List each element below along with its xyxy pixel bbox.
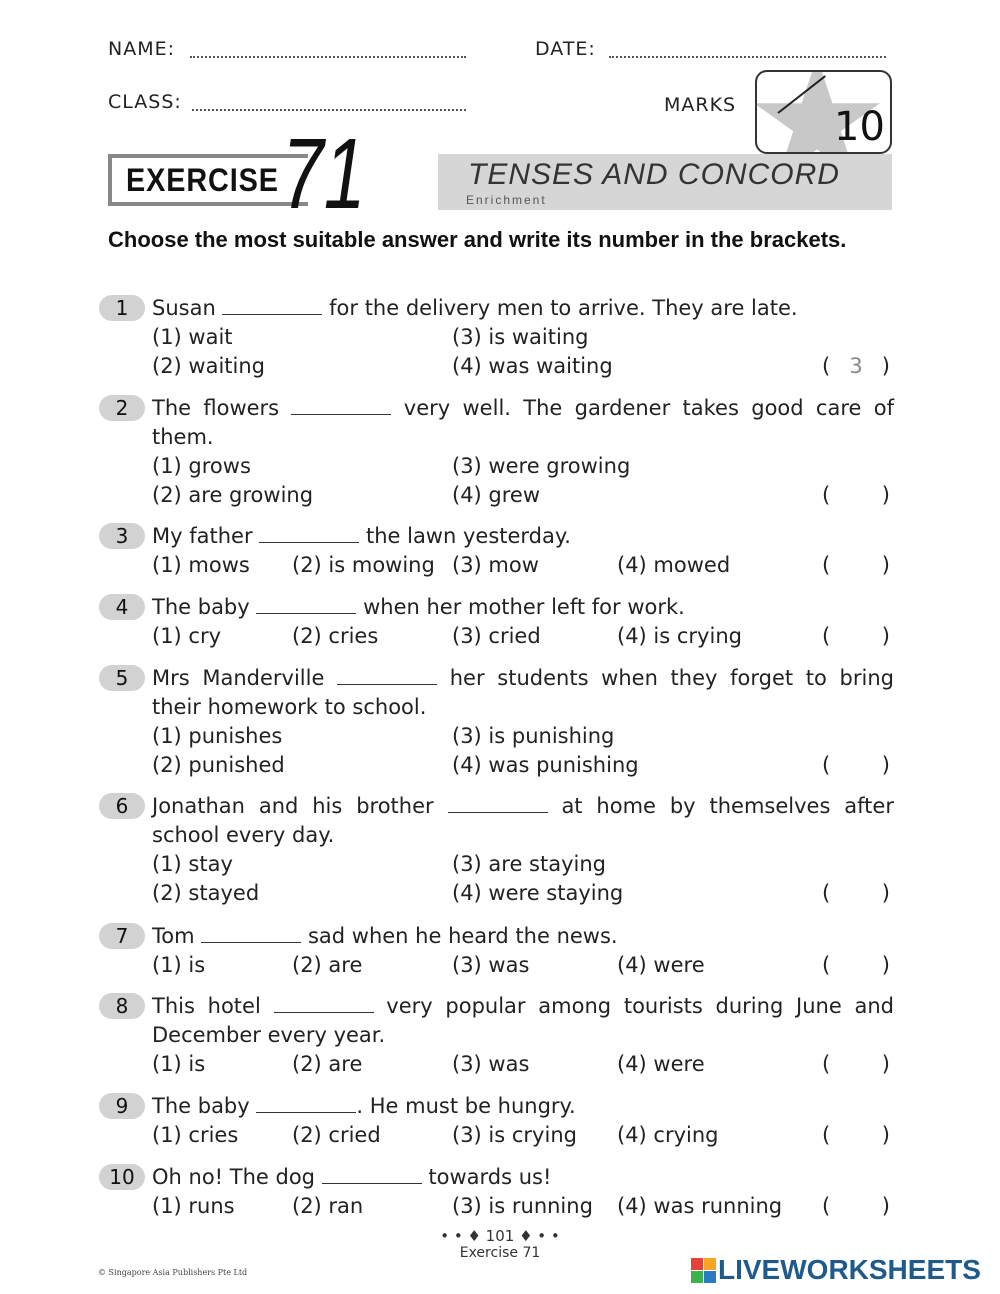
page-exercise-label: Exercise 71 xyxy=(459,1245,541,1261)
answer-bracket[interactable] xyxy=(822,481,894,510)
question-text xyxy=(152,294,894,323)
option-2: (2) stayed xyxy=(152,881,260,905)
question-number: 7 xyxy=(99,923,145,949)
answer-value[interactable]: 3 xyxy=(849,354,863,378)
option-2: (2) are growing xyxy=(152,483,314,507)
question-text-before: My father xyxy=(152,524,253,548)
option-4: (4) mowed xyxy=(617,553,731,577)
question-text-after: the lawn yesterday. xyxy=(365,524,571,548)
question-number: 5 xyxy=(99,665,145,691)
answer-blank xyxy=(256,596,356,614)
option-1: (1) is xyxy=(152,1052,206,1076)
marks-total: 10 xyxy=(834,104,885,150)
question-text-after: . He must be hungry. xyxy=(356,1094,576,1118)
bracket-open: ( xyxy=(822,354,831,378)
question-number: 6 xyxy=(99,793,145,819)
question-text-before: The baby xyxy=(152,1094,250,1118)
option-3: (3) is running xyxy=(452,1194,593,1218)
question-text xyxy=(152,394,894,452)
option-3: (3) are staying xyxy=(452,852,607,876)
question-text xyxy=(152,992,894,1050)
answer-blank xyxy=(448,795,548,813)
bracket-open: ( xyxy=(822,881,831,905)
option-1: (1) cry xyxy=(152,624,222,648)
option-4: (4) was punishing xyxy=(452,753,639,777)
question-text xyxy=(152,1163,894,1192)
liveworksheets-logo[interactable] xyxy=(691,1253,981,1287)
bracket-close: ) xyxy=(881,553,890,577)
answer-blank xyxy=(222,297,322,315)
option-3: (3) cried xyxy=(452,624,541,648)
option-3: (3) mow xyxy=(452,553,539,577)
answer-bracket[interactable] xyxy=(822,1121,894,1150)
option-4: (4) were xyxy=(617,953,705,977)
exercise-number: 71 xyxy=(282,118,366,230)
bracket-close: ) xyxy=(881,1123,890,1147)
question-number: 8 xyxy=(99,993,145,1019)
question-text-before: Tom xyxy=(152,924,195,948)
answer-bracket[interactable] xyxy=(822,951,894,980)
bracket-open: ( xyxy=(822,753,831,777)
bracket-open: ( xyxy=(822,1123,831,1147)
question-number: 2 xyxy=(99,395,145,421)
class-label: CLASS: xyxy=(108,91,182,113)
answer-blank xyxy=(274,995,374,1013)
liveworksheets-icon xyxy=(691,1258,715,1282)
bracket-open: ( xyxy=(822,624,831,648)
copyright: © Singapore Asia Publishers Pte Ltd xyxy=(98,1268,248,1277)
bracket-open: ( xyxy=(822,553,831,577)
option-1: (1) grows xyxy=(152,454,251,478)
option-3: (3) is waiting xyxy=(452,325,589,349)
topic-title: TENSES AND CONCORD xyxy=(468,158,840,191)
option-2: (2) cries xyxy=(292,624,379,648)
question-text xyxy=(152,922,894,951)
option-3: (3) is crying xyxy=(452,1123,577,1147)
question-text xyxy=(152,522,894,551)
option-4: (4) was running xyxy=(617,1194,783,1218)
option-3: (3) were growing xyxy=(452,454,631,478)
bracket-open: ( xyxy=(822,1194,831,1218)
option-1: (1) stay xyxy=(152,852,233,876)
option-3: (3) was xyxy=(452,953,530,977)
question-text-before: Oh no! The dog xyxy=(152,1165,316,1189)
option-4: (4) grew xyxy=(452,483,541,507)
answer-bracket[interactable] xyxy=(822,352,894,381)
option-2: (2) ran xyxy=(292,1194,364,1218)
bracket-close: ) xyxy=(881,624,890,648)
bracket-close: ) xyxy=(881,1052,890,1076)
question-text-before: The flowers xyxy=(152,396,280,420)
answer-bracket[interactable] xyxy=(822,879,894,908)
answer-bracket[interactable] xyxy=(822,751,894,780)
answer-blank xyxy=(256,1095,356,1113)
question-text-after: towards us! xyxy=(428,1165,552,1189)
option-2: (2) are xyxy=(292,953,363,977)
answer-bracket[interactable] xyxy=(822,551,894,580)
liveworksheets-brand: LIVEWORKSHEETS xyxy=(718,1254,981,1285)
option-4: (4) is crying xyxy=(617,624,742,648)
class-field[interactable] xyxy=(192,109,466,111)
bracket-close: ) xyxy=(881,953,890,977)
option-1: (1) is xyxy=(152,953,206,977)
name-field[interactable] xyxy=(190,56,466,58)
date-label: DATE: xyxy=(535,38,596,60)
answer-blank xyxy=(259,525,359,543)
instruction: Choose the most suitable answer and write its number in the brackets. xyxy=(108,227,847,252)
marks-label: MARKS xyxy=(664,94,737,116)
option-1: (1) cries xyxy=(152,1123,239,1147)
option-2: (2) is mowing xyxy=(292,553,435,577)
option-1: (1) wait xyxy=(152,325,233,349)
question-number: 10 xyxy=(99,1164,145,1190)
exercise-label: EXERCISE xyxy=(126,162,279,198)
question-number: 3 xyxy=(99,523,145,549)
option-4: (4) were xyxy=(617,1052,705,1076)
bracket-close: ) xyxy=(881,753,890,777)
question-text-before: Susan xyxy=(152,296,216,320)
option-4: (4) crying xyxy=(617,1123,719,1147)
option-1: (1) runs xyxy=(152,1194,235,1218)
bracket-close: ) xyxy=(881,881,890,905)
question-text-after: very popular among tourists during June and December every year. xyxy=(152,994,894,1047)
question-text-before: Mrs Manderville xyxy=(152,666,325,690)
question-text-after: her students when they forget to bring their homework to school. xyxy=(152,666,894,719)
question-text-after: at home by themselves after school every day. xyxy=(152,794,894,847)
question-text xyxy=(152,1092,894,1121)
page-number: • • ♦ 101 ♦ • • xyxy=(440,1227,560,1245)
question-text-before: The baby xyxy=(152,595,250,619)
answer-bracket[interactable] xyxy=(822,622,894,651)
date-field[interactable] xyxy=(609,56,886,58)
option-2: (2) punished xyxy=(152,753,285,777)
question-text-after: for the delivery men to arrive. They are late. xyxy=(329,296,798,320)
bracket-close: ) xyxy=(881,483,890,507)
answer-bracket[interactable] xyxy=(822,1192,894,1221)
name-label: NAME: xyxy=(108,38,176,60)
option-1: (1) mows xyxy=(152,553,250,577)
answer-blank xyxy=(201,925,301,943)
question-text-before: This hotel xyxy=(152,994,261,1018)
answer-blank xyxy=(291,397,391,415)
question-number: 9 xyxy=(99,1093,145,1119)
bracket-open: ( xyxy=(822,483,831,507)
bracket-close: ) xyxy=(881,354,890,378)
option-3: (3) was xyxy=(452,1052,530,1076)
bracket-open: ( xyxy=(822,953,831,977)
question-text-before: Jonathan and his brother xyxy=(152,794,434,818)
answer-blank xyxy=(337,667,437,685)
topic-subtitle: Enrichment xyxy=(466,193,547,207)
option-2: (2) are xyxy=(292,1052,363,1076)
option-2: (2) waiting xyxy=(152,354,266,378)
option-2: (2) cried xyxy=(292,1123,381,1147)
option-3: (3) is punishing xyxy=(452,724,615,748)
question-text xyxy=(152,593,894,622)
question-text-after: very well. The gardener takes good care of them. xyxy=(152,396,894,449)
answer-bracket[interactable] xyxy=(822,1050,894,1079)
bracket-open: ( xyxy=(822,1052,831,1076)
bracket-close: ) xyxy=(881,1194,890,1218)
question-text xyxy=(152,664,894,722)
question-number: 1 xyxy=(99,295,145,321)
question-text-after: sad when he heard the news. xyxy=(307,924,618,948)
option-4: (4) was waiting xyxy=(452,354,613,378)
option-1: (1) punishes xyxy=(152,724,283,748)
option-4: (4) were staying xyxy=(452,881,624,905)
answer-blank xyxy=(322,1166,422,1184)
question-text xyxy=(152,792,894,850)
question-number: 4 xyxy=(99,594,145,620)
question-text-after: when her mother left for work. xyxy=(363,595,685,619)
